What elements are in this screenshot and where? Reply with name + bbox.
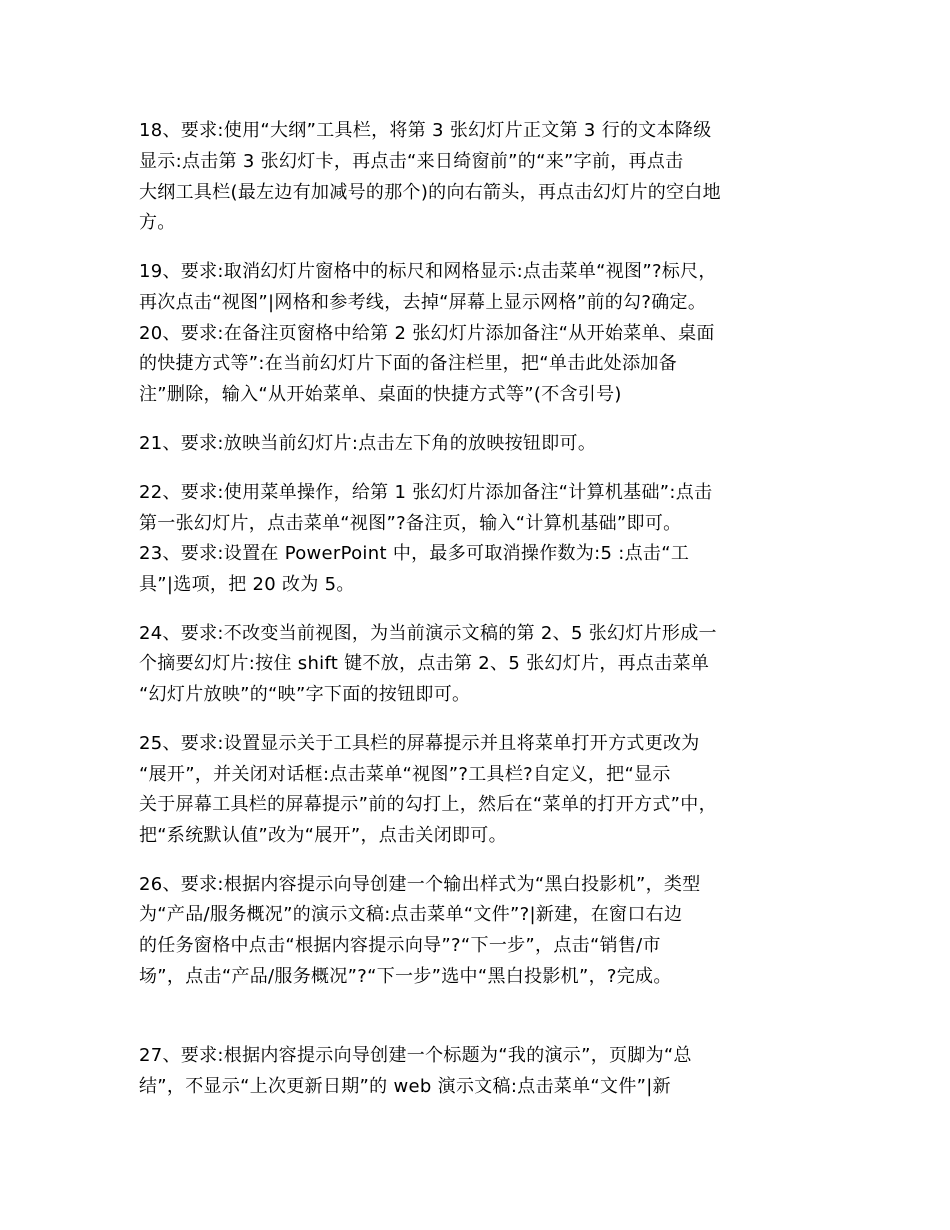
text-line: 具”|选项，把 20 改为 5。 (139, 574, 355, 595)
text-line: 18、要求:使用“大纲”工具栏，将第 3 张幻灯片正文第 3 行的文本降级 (139, 120, 712, 141)
text-line: 19、要求:取消幻灯片窗格中的标尺和网格显示:点击菜单“视图”?标尺， (139, 261, 717, 282)
text-line: 结”，不显示“上次更新日期”的 web 演示文稿:点击菜单“文件”|新 (139, 1076, 671, 1097)
text-line: 关于屏幕工具栏的屏幕提示”前的勾打上，然后在“菜单的打开方式”中， (139, 794, 717, 815)
text-line: 的快捷方式等”:在当前幻灯片下面的备注栏里，把“单击此处添加备 (139, 353, 678, 374)
text-line: “幻灯片放映”的“映”字下面的按钮即可。 (139, 684, 471, 705)
text-line: 24、要求:不改变当前视图，为当前演示文稿的第 2、5 张幻灯片形成一 (139, 623, 717, 644)
text-line: 注”删除，输入“从开始菜单、桌面的快捷方式等”(不含引号) (139, 384, 622, 405)
text-line: 显示:点击第 3 张幻灯卡，再点击“来日绮窗前”的“来”字前，再点击 (139, 151, 684, 172)
text-line: 为“产品/服务概况”的演示文稿:点击菜单“文件”?|新建，在窗口右边 (139, 904, 683, 925)
text-line: 21、要求:放映当前幻灯片:点击左下角的放映按钮即可。 (139, 433, 597, 454)
text-line: 个摘要幻灯片:按住 shift 键不放，点击第 2、5 张幻灯片，再点击菜单 (139, 653, 710, 674)
text-line: 场”，点击“产品/服务概况”?“下一步”选中“黑白投影机”，?完成。 (139, 966, 672, 987)
text-line: 大纲工具栏(最左边有加减号的那个)的向右箭头，再点击幻灯片的空白地 (139, 182, 721, 203)
text-line: 再次点击“视图”|网格和参考线，去掉“屏幕上显示网格”前的勾?确定。 (139, 292, 707, 313)
text-line: 20、要求:在备注页窗格中给第 2 张幻灯片添加备注“从开始菜单、桌面 (139, 323, 715, 344)
text-line: 方。 (139, 212, 176, 233)
text-line: 27、要求:根据内容提示向导创建一个标题为“我的演示”，页脚为“总 (139, 1045, 692, 1066)
text-line: 23、要求:设置在 PowerPoint 中，最多可取消操作数为:5 :点击“工 (139, 543, 690, 564)
text-line: 25、要求:设置显示关于工具栏的屏幕提示并且将菜单打开方式更改为 (139, 733, 700, 754)
text-line: 22、要求:使用菜单操作，给第 1 张幻灯片添加备注“计算机基础”:点击 (139, 482, 713, 503)
text-line: 把“系统默认值”改为“展开”，点击关闭即可。 (139, 825, 507, 846)
text-line: 的任务窗格中点击“根据内容提示向导”?“下一步”，点击“销售/市 (139, 935, 661, 956)
text-line: 第一张幻灯片，点击菜单“视图”?备注页，输入“计算机基础”即可。 (139, 513, 682, 534)
text-line: 26、要求:根据内容提示向导创建一个输出样式为“黑白投影机”，类型 (139, 874, 701, 895)
text-line: “展开”，并关闭对话框:点击菜单“视图”?工具栏?自定义，把“显示 (139, 764, 671, 785)
